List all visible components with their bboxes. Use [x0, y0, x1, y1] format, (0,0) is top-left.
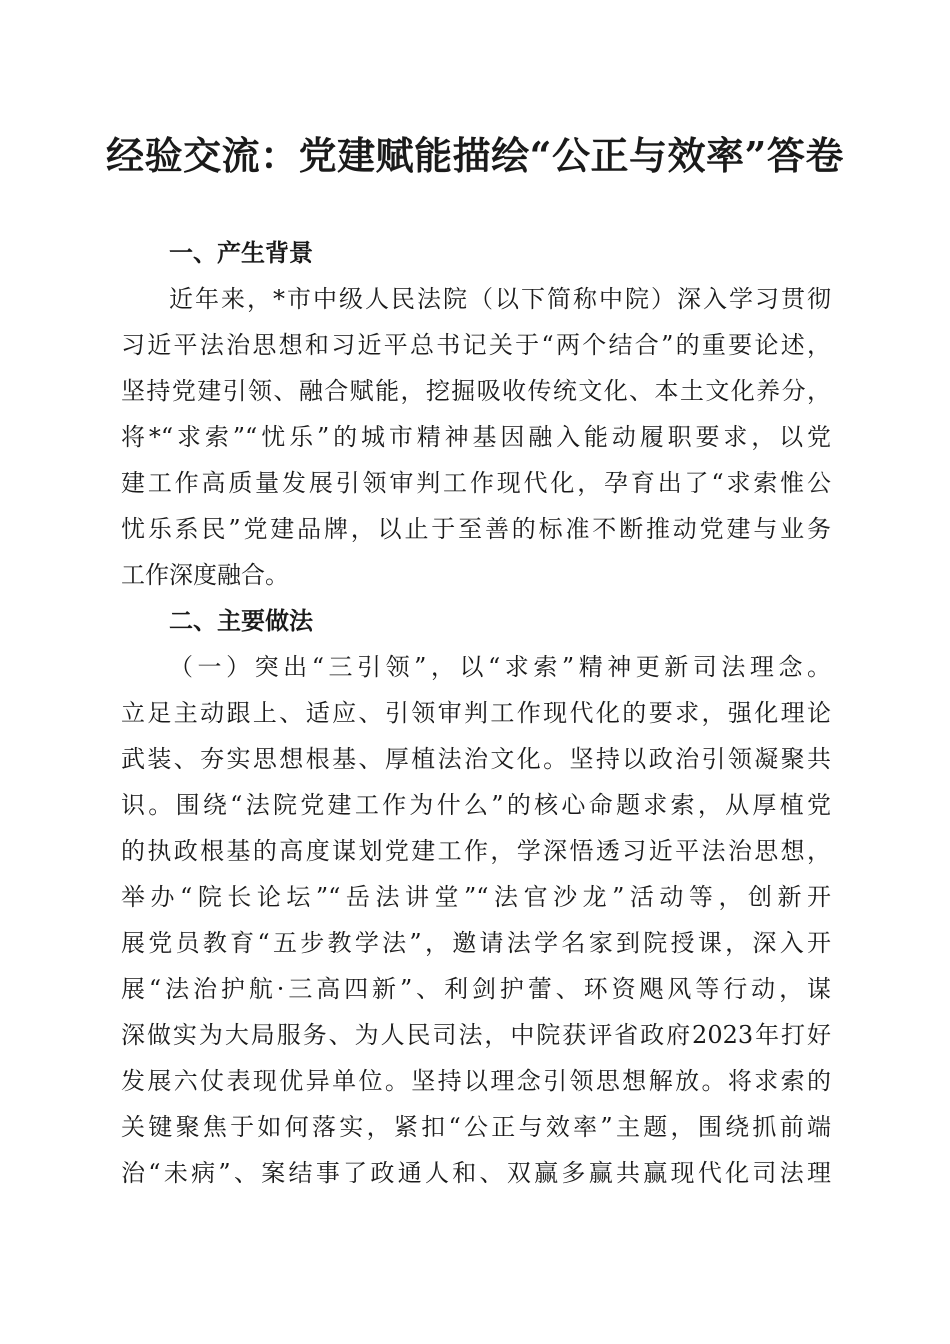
paragraph-line: 深做实为大局服务、为人民司法，中院获评省政府2023年打好: [121, 1021, 831, 1049]
paragraph-line: 坚持党建引领、融合赋能，挖掘吸收传统文化、本土文化养分，: [121, 377, 831, 405]
section-heading-practices: 二、主要做法: [169, 606, 313, 635]
paragraph-line: 武装、夯实思想根基、厚植法治文化。坚持以政治引领凝聚共: [121, 745, 831, 773]
paragraph-line: 识。围绕“法院党建工作为什么”的核心命题求索，从厚植党: [121, 791, 831, 819]
subheading-line: （一）突出“三引领”，以“求索”精神更新司法理念。: [169, 653, 831, 681]
paragraph-line: 举办“院长论坛”“岳法讲堂”“法官沙龙”活动等，创新开: [121, 883, 831, 911]
paragraph-line: 立足主动跟上、适应、引领审判工作现代化的要求，强化理论: [121, 699, 831, 727]
paragraph-line: 工作深度融合。: [121, 561, 289, 589]
paragraph-line: 习近平法治思想和习近平总书记关于“两个结合”的重要论述，: [121, 331, 831, 359]
paragraph-line: 将*“求索”“忧乐”的城市精神基因融入能动履职要求，以党: [121, 423, 831, 451]
paragraph-line: 近年来，*市中级人民法院（以下简称中院）深入学习贯彻: [169, 285, 831, 313]
paragraph-line: 建工作高质量发展引领审判工作现代化，孕育出了“求索惟公: [121, 469, 831, 497]
section-heading-background: 一、产生背景: [169, 238, 313, 267]
paragraph-line: 发展六仗表现优异单位。坚持以理念引领思想解放。将求索的: [121, 1067, 831, 1095]
paragraph-line: 的执政根基的高度谋划党建工作，学深悟透习近平法治思想，: [121, 837, 831, 865]
paragraph-line: 展“法治护航·三高四新”、利剑护蕾、环资飓风等行动，谋: [121, 975, 831, 1003]
paragraph-line: 关键聚焦于如何落实，紧扣“公正与效率”主题，围绕抓前端: [121, 1113, 831, 1141]
paragraph-line: 忧乐系民”党建品牌，以止于至善的标准不断推动党建与业务: [121, 515, 831, 543]
paragraph-line: 治“未病”、案结事了政通人和、双赢多赢共赢现代化司法理: [121, 1159, 831, 1187]
paragraph-line: 展党员教育“五步教学法”，邀请法学名家到院授课，深入开: [121, 929, 831, 957]
document-title: 经验交流：党建赋能描绘“公正与效率”答卷: [106, 133, 844, 178]
